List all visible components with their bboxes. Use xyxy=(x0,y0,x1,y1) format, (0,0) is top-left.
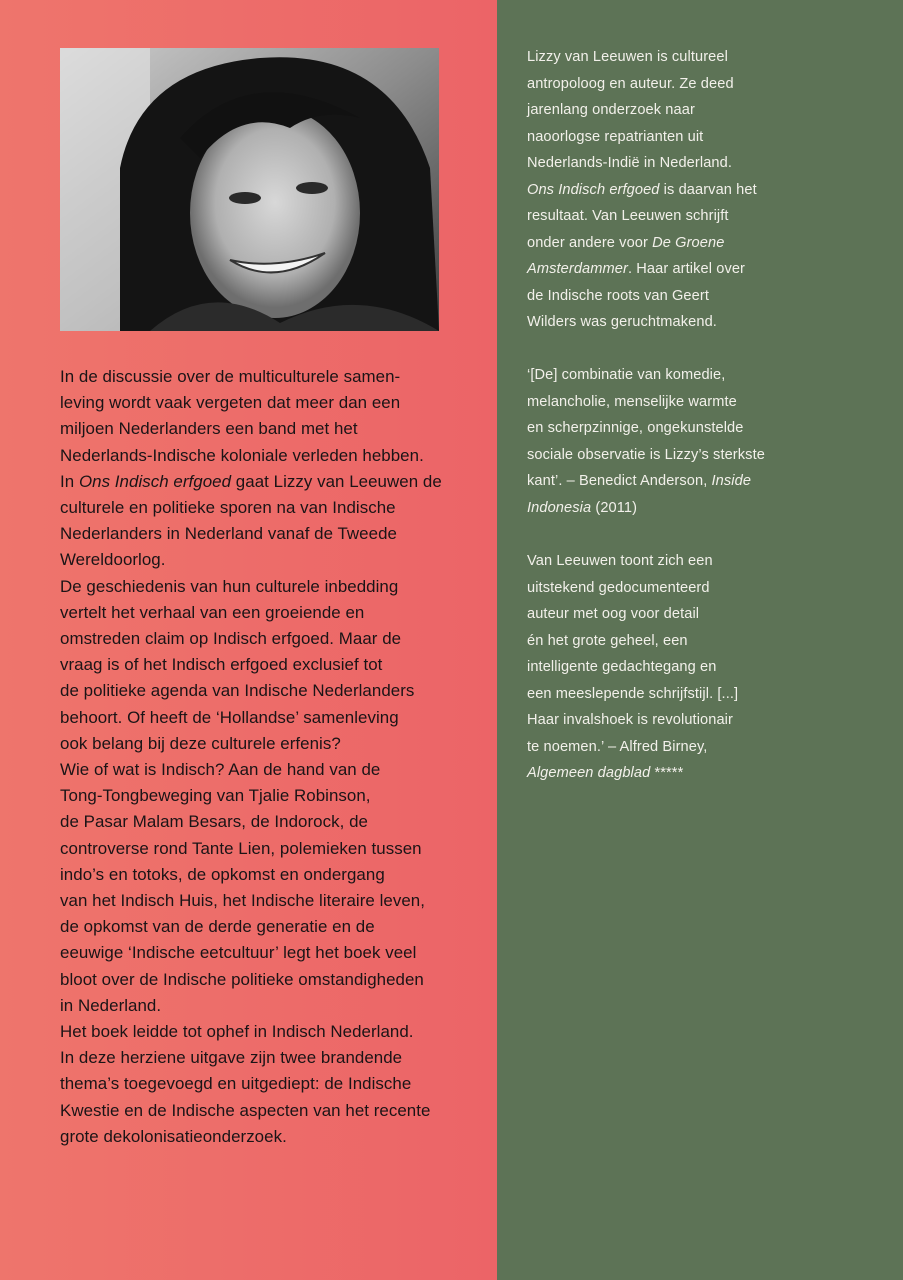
author-photo xyxy=(60,48,439,331)
author-bio: Lizzy van Leeuwen is cultureel antropoloog en auteur. Ze deed jarenlang onderzoek naar naoorlogse repatrianten uit Nederlands-Indië in Nederland. Ons Indisch erfgoed is daarvan het resultaat. Van Leeuwen schrijft onder andere voor De Groene Amsterdammer. Haar artikel over de Indische roots van Geert Wilders was geruchtmakend. xyxy=(527,49,757,330)
book-description: In de discussie over de multiculturele samen- leving wordt vaak vergeten dat meer dan een miljoen Nederlanders een band met het Nederlands-Indische koloniale verleden hebben. In Ons Indisch erfgoed gaat Lizzy van Leeuwen de culturele en politieke sporen na van Indische Nederlanders in Nederland vanaf de Tweede Wereldoorlog. De geschiedenis van hun culturele inbedding vertelt het verhaal van een groeiende en omstreden claim op Indisch erfgoed. Maar de vraag is of het Indisch erfgoed exclusief tot de politieke agenda van Indische Nederlanders behoort. Of heeft de ‘Hollandse’ samenleving ook belang bij deze culturele erfenis? Wie of wat is Indisch? Aan de hand van de Tong-Tongbeweging van Tjalie Robinson, de Pasar Malam Besars, de Indorock, de controverse rond Tante Lien, polemieken tussen indo’s en totoks, de opkomst en ondergang van het Indisch Huis, het Indische literaire leven, de opkomst van de derde generatie en de eeuwige ‘Indische eetcultuur’ legt het boek veel bloot over de Indische politieke omstandigheden in Nederland. Het boek leidde tot ophef in Indisch Nederland. In deze herziene uitgave zijn twee brandende thema’s toegevoegd en uitgediept: de Indische Kwestie en de Indische aspecten van het recente grote dekolonisatieonderzoek. xyxy=(60,367,442,1146)
review-quote-anderson: ‘[De] combinatie van komedie, melancholie, menselijke warmte en scherpzinnige, ongekunstelde sociale observatie is Lizzy’s sterkste kant’. – Benedict Anderson, Inside Indonesia (2011) xyxy=(527,367,765,516)
review-quote-birney: Van Leeuwen toont zich een uitstekend gedocumenteerd auteur met oog voor detail én het grote geheel, een intelligente gedachtegang en een meeslepende schrijfstijl. [...] Haar invalshoek is revolutionair te noemen.’ – Alfred Birney, Algemeen dagblad ***** xyxy=(527,553,739,781)
